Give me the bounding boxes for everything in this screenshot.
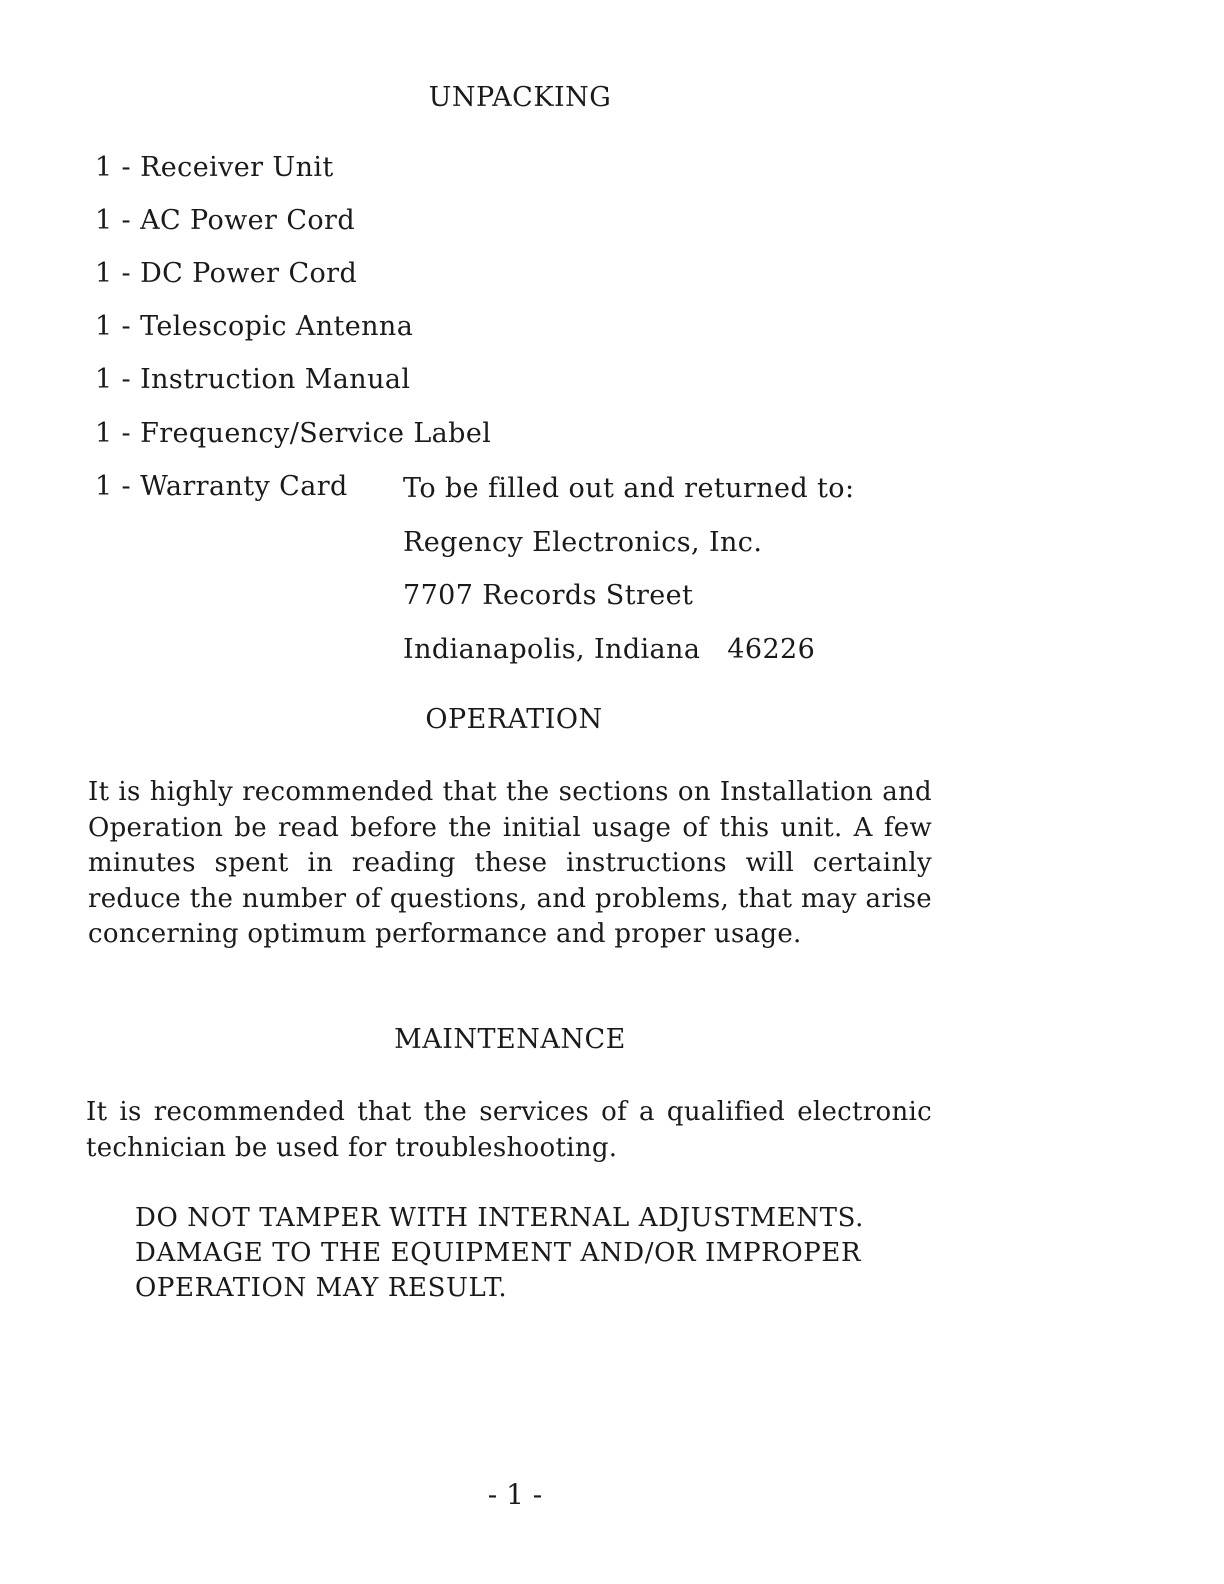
unpacking-item-instruction-manual: 1 - Instruction Manual <box>95 364 411 395</box>
maintenance-paragraph: It is recommended that the services of a qualified electronic technician be used for troubleshooting. <box>86 1097 932 1163</box>
unpacking-heading: UNPACKING <box>428 82 612 113</box>
address-company: Regency Electronics, Inc. <box>403 527 763 558</box>
unpacking-item-warranty-card: 1 - Warranty Card <box>95 471 348 502</box>
unpacking-item-telescopic-antenna: 1 - Telescopic Antenna <box>95 311 414 342</box>
maintenance-warning: DO NOT TAMPER WITH INTERNAL ADJUSTMENTS. DAMAGE TO THE EQUIPMENT AND/OR IMPROPER OPERATION MAY RESULT. <box>135 1203 864 1303</box>
address-street: 7707 Records Street <box>403 580 694 611</box>
operation-paragraph: It is highly recommended that the sections on Installation and Operation be read before the initial usage of this unit. A few minutes spent in reading these instructions will certainly reduce the number of questions, and problems, that may arise concerning optimum performance and proper usage. <box>88 777 932 949</box>
unpacking-item-ac-power-cord: 1 - AC Power Cord <box>95 205 356 236</box>
page-number: - 1 - <box>487 1478 543 1511</box>
unpacking-item-frequency-service-label: 1 - Frequency/Service Label <box>95 418 492 449</box>
unpacking-item-receiver-unit: 1 - Receiver Unit <box>95 152 334 183</box>
warranty-return-note: To be filled out and returned to: <box>403 473 855 504</box>
maintenance-heading: MAINTENANCE <box>394 1024 626 1055</box>
operation-heading: OPERATION <box>425 704 603 735</box>
address-city: Indianapolis, Indiana 46226 <box>403 634 816 665</box>
unpacking-item-dc-power-cord: 1 - DC Power Cord <box>95 258 358 289</box>
